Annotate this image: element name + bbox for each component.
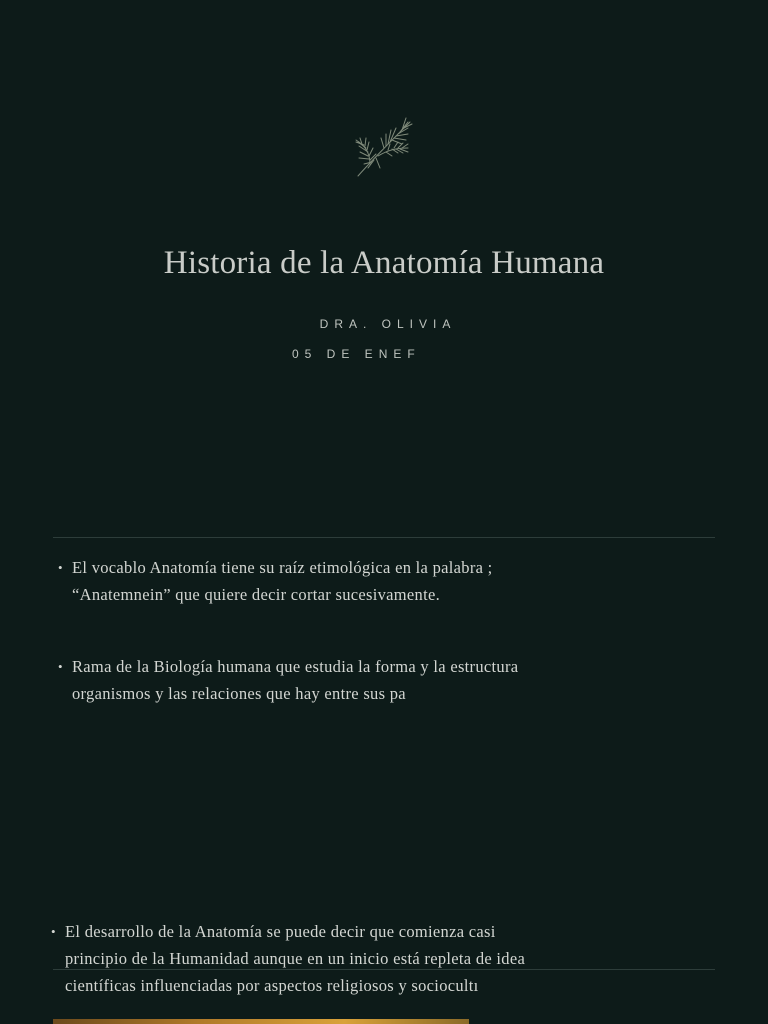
slide-divider <box>53 537 715 538</box>
bullet-etymology <box>58 554 592 614</box>
bullet-line: científicas influenciadas por aspectos religiosos y sociocultı <box>65 976 479 995</box>
author-name: DRA. OLIVIA <box>319 317 457 331</box>
bullet-line: El vocablo Anatomía tiene su raíz etimológica en la palabra ; <box>72 558 493 577</box>
slide-image <box>53 1019 469 1024</box>
slide-divider <box>53 969 715 970</box>
presentation-title: Historia de la Anatomía Humana <box>163 245 605 281</box>
bullet-line: principio de la Humanidad aunque en un inicio está repleta de idea <box>65 949 526 968</box>
bullet-dot: • <box>58 659 63 674</box>
bullet-history <box>51 918 635 1002</box>
bullet-line: organismos y las relaciones que hay entre sus pa <box>72 684 406 703</box>
date-text-container <box>280 347 421 365</box>
bullet-line: El desarrollo de la Anatomía se puede decir que comienza casi <box>65 922 496 941</box>
bullet-dot: • <box>51 924 56 939</box>
bullet-line: Rama de la Biología humana que estudia la forma y la estructura <box>72 657 519 676</box>
bullet-line: “Anatemnein” que quiere decir cortar sucesivamente. <box>72 585 441 604</box>
bullet-dot: • <box>58 560 63 575</box>
bullet-definition <box>58 653 622 713</box>
presentation-date: 05 DE ENEF <box>292 347 421 361</box>
pine-sprig-icon <box>348 114 416 180</box>
